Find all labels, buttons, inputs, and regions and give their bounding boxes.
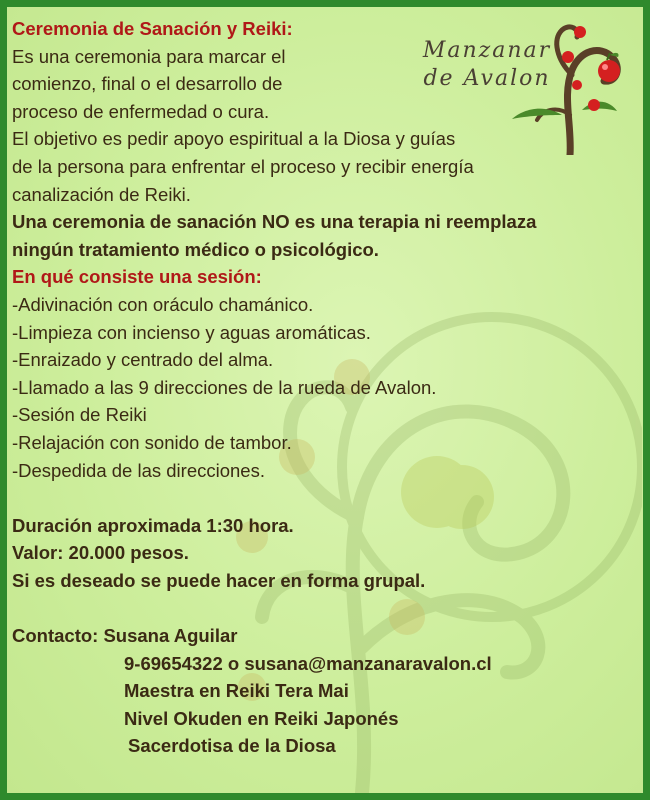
- contact-title-3: Sacerdotisa de la Diosa: [128, 735, 336, 757]
- contact-title-2: Nivel Okuden en Reiki Japonés: [124, 707, 399, 729]
- flyer-panel: [7, 7, 643, 793]
- intro-line: El objetivo es pedir apoyo espiritual a la Diosa y guías: [12, 128, 456, 150]
- intro-line: Es una ceremonia para marcar el: [12, 45, 286, 67]
- session-item: -Enraizado y centrado del alma.: [12, 349, 274, 371]
- session-item: -Limpieza con incienso y aguas aromáticas.: [12, 321, 371, 343]
- session-item: -Adivinación con oráculo chamánico.: [12, 293, 314, 315]
- intro-line: comienzo, final o el desarrollo de: [12, 73, 283, 95]
- session-item: -Llamado a las 9 direcciones de la rueda de Avalon.: [12, 376, 437, 398]
- intro-line: de la persona para enfrentar el proceso y recibir energía: [12, 155, 474, 177]
- spacer: [12, 594, 642, 622]
- session-item: -Relajación con sonido de tambor.: [12, 431, 292, 453]
- ceremony-heading: Ceremonia de Sanación y Reiki:: [12, 18, 293, 39]
- contact-title-1: Maestra en Reiki Tera Mai: [124, 680, 349, 702]
- disclaimer-line: ningún tratamiento médico o psicológico.: [12, 238, 379, 260]
- session-item: -Despedida de las direcciones.: [12, 459, 265, 481]
- contact-phone-email: 9-69654322 o susana@manzanaravalon.cl: [124, 652, 492, 674]
- contact-name: Contacto: Susana Aguilar: [12, 625, 238, 647]
- group-option-text: Si es deseado se puede hacer en forma grupal.: [12, 569, 426, 591]
- flyer-text: [12, 15, 642, 760]
- intro-line: canalización de Reiki.: [12, 183, 191, 205]
- duration-text: Duración aproximada 1:30 hora.: [12, 514, 294, 536]
- session-item: -Sesión de Reiki: [12, 404, 147, 426]
- price-text: Valor: 20.000 pesos.: [12, 542, 189, 564]
- session-heading: En qué consiste una sesión:: [12, 266, 262, 288]
- logo-line-1: Manzanar: [422, 38, 552, 63]
- logo-line-2: de Avalon: [423, 66, 551, 91]
- disclaimer-line: Una ceremonia de sanación NO es una terapia ni reemplaza: [12, 211, 537, 233]
- intro-line: proceso de enfermedad o cura.: [12, 100, 270, 122]
- spacer: [12, 484, 642, 512]
